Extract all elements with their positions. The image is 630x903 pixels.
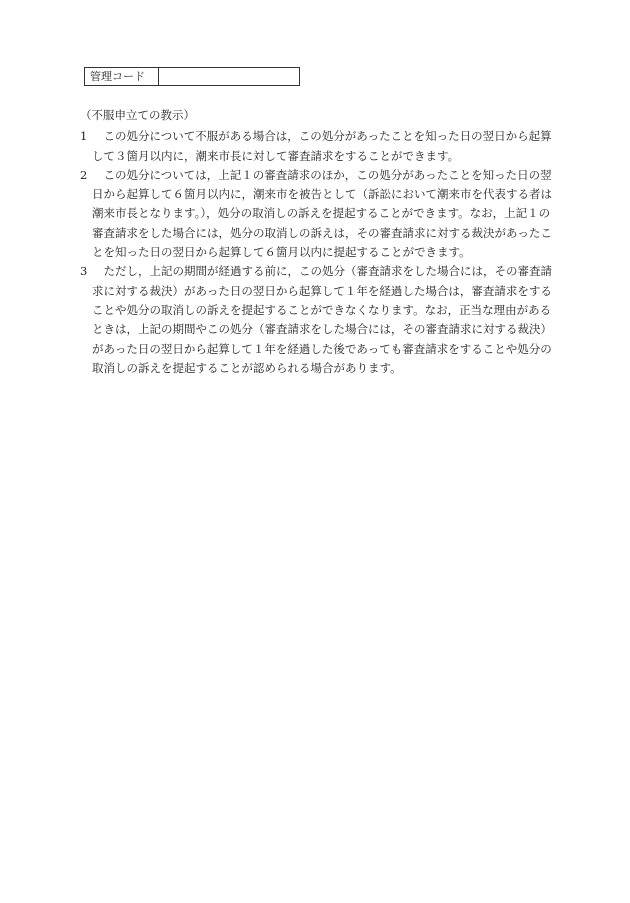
appeal-notice — [80, 106, 560, 378]
appeal-notice-title: （不服申立ての教示） — [80, 108, 195, 122]
item-number: 3 — [80, 264, 88, 279]
item-number: 1 — [80, 129, 88, 144]
appeal-notice-item-3 — [80, 262, 560, 378]
management-code-box — [84, 67, 300, 86]
item-number: 2 — [80, 167, 88, 182]
management-code-value — [159, 68, 299, 85]
appeal-notice-item-1 — [80, 127, 560, 166]
item-text: この処分について不服がある場合は，この処分があったことを知った日の翌日から起算して３箇月以内に，潮来市長に対して審査請求をすることができます。 — [92, 129, 552, 163]
appeal-notice-item-2 — [80, 166, 560, 262]
management-code-label: 管理コード — [85, 68, 159, 85]
item-text: この処分については，上記１の審査請求のほか，この処分があったことを知った日の翌日から起算して６箇月以内に，潮来市を被告として（訴訟において潮来市を代表する者は潮来市長となります。），処分の取消しの訴えを提起することができます。なお，上記１の審査請求をした場合には，処分の取消しの訴えは，その審査請求に対する裁決があったことを知った日の翌日から起算して６箇月以内に提起することができます。 — [92, 167, 552, 260]
item-text: ただし，上記の期間が経過する前に，この処分（審査請求をした場合には，その審査請求に対する裁決）があった日の翌日から起算して１年を経過した場合は，審査請求をすることや処分の取消しの訴えを提起することができなくなります。なお，正当な理由があるときは，上記の期間やこの処分（審査請求をした場合には，その審査請求に対する裁決）があった日の翌日から起算して１年を経過した後であっても審査請求をすることや処分の取消しの訴えを提起することが認められる場合があります。 — [92, 264, 552, 375]
